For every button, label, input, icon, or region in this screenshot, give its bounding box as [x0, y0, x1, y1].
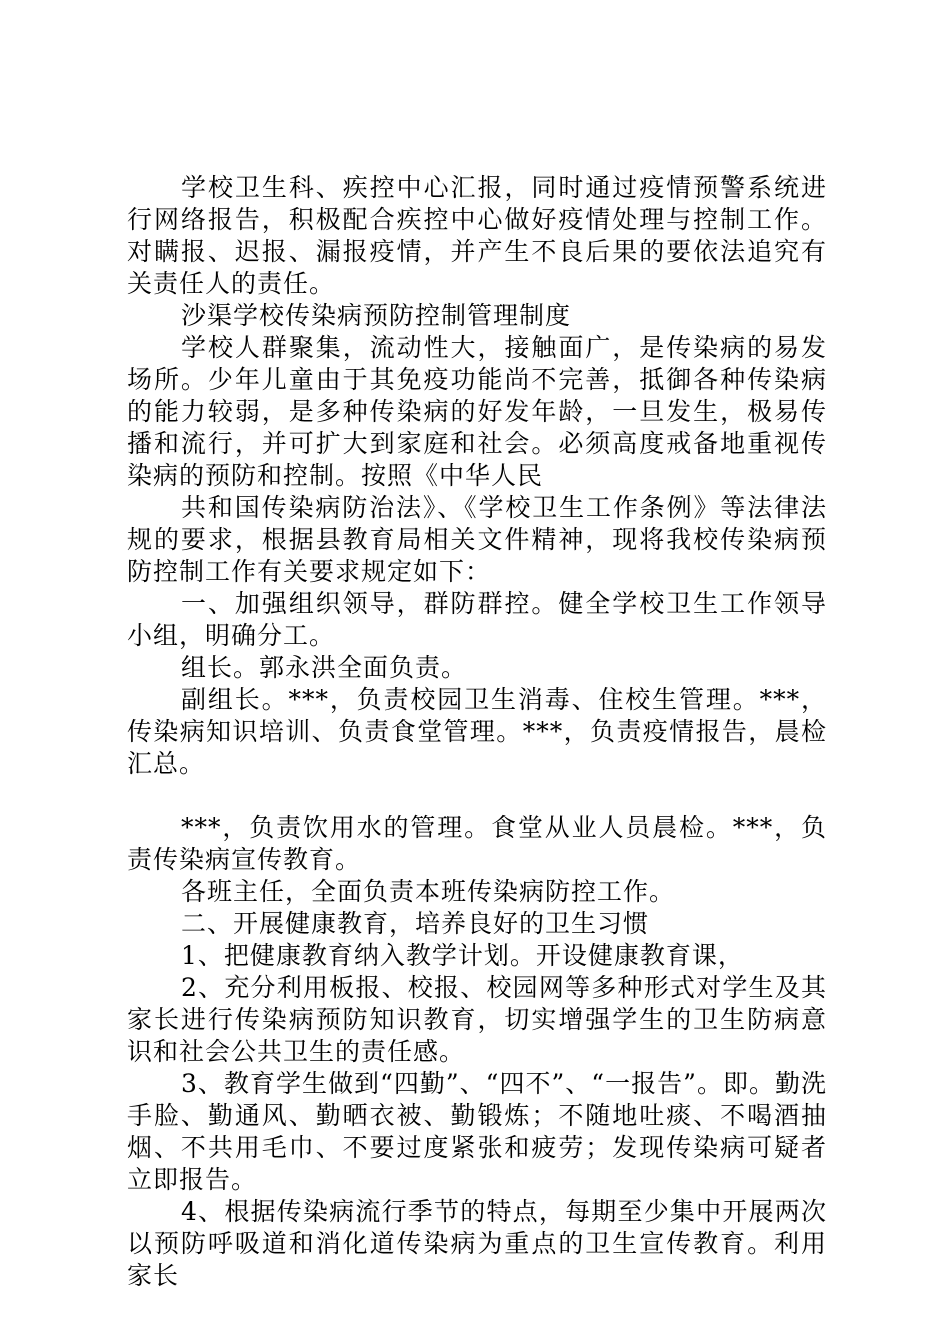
paragraph-leader: 组长。郭永洪全面负责。 [181, 653, 468, 682]
paragraph-sub-3: 3、教育学生做到“四勤”、“四不”、“一报告”。即。勤洗手脸、勤通风、勤晒衣被、勤锻炼；不随地吐痰、不喝酒抽烟、不共用毛巾、不要过度紧张和疲劳；发现传染病可疑者立即报告。 [127, 1069, 827, 1194]
document-body [127, 172, 827, 1292]
paragraph-teachers: 各班主任，全面负责本班传染病防控工作。 [181, 877, 676, 906]
paragraph-deputy: 副组长。***，负责校园卫生消毒、住校生管理。***，传染病知识培训、负责食堂管理。***，负责疫情报告，晨检汇总。 [127, 685, 827, 778]
paragraph-law: 共和国传染病防治法》、《学校卫生工作条例》等法律法规的要求，根据县教育局相关文件精神，现将我校传染病预防控制工作有关要求规定如下： [127, 493, 827, 586]
section-title: 沙渠学校传染病预防控制管理制度 [181, 301, 572, 330]
paragraph-sub-2: 2、充分利用板报、校报、校园网等多种形式对学生及其家长进行传染病预防知识教育，切实增强学生的卫生防病意识和社会公共卫生的责任感。 [127, 973, 827, 1066]
paragraph-sub-1: 1、把健康教育纳入教学计划。开设健康教育课， [181, 941, 744, 970]
paragraph-intro: 学校人群聚集，流动性大，接触面广，是传染病的易发场所。少年儿童由于其免疫功能尚不完善，抵御各种传染病的能力较弱，是多种传染病的好发年龄，一旦发生，极易传播和流行，并可扩大到家庭和社会。必须高度戒备地重视传染病的预防和控制。按照《中华人民 [127, 333, 827, 490]
paragraph-sub-4: 4、根据传染病流行季节的特点，每期至少集中开展两次以预防呼吸道和消化道传染病为重点的卫生宣传教育。利用家长 [127, 1197, 827, 1290]
paragraph-report: 学校卫生科、疾控中心汇报，同时通过疫情预警系统进行网络报告，积极配合疾控中心做好疫情处理与控制工作。对瞒报、迟报、漏报疫情，并产生不良后果的要依法追究有关责任人的责任。 [127, 173, 827, 298]
paragraph-item-1: 一、加强组织领导，群防群控。健全学校卫生工作领导小组，明确分工。 [127, 589, 827, 650]
paragraph-item-2: 二、开展健康教育，培养良好的卫生习惯 [181, 909, 650, 938]
paragraph-water: ***，负责饮用水的管理。食堂从业人员晨检。***，负责传染病宣传教育。 [127, 813, 827, 874]
